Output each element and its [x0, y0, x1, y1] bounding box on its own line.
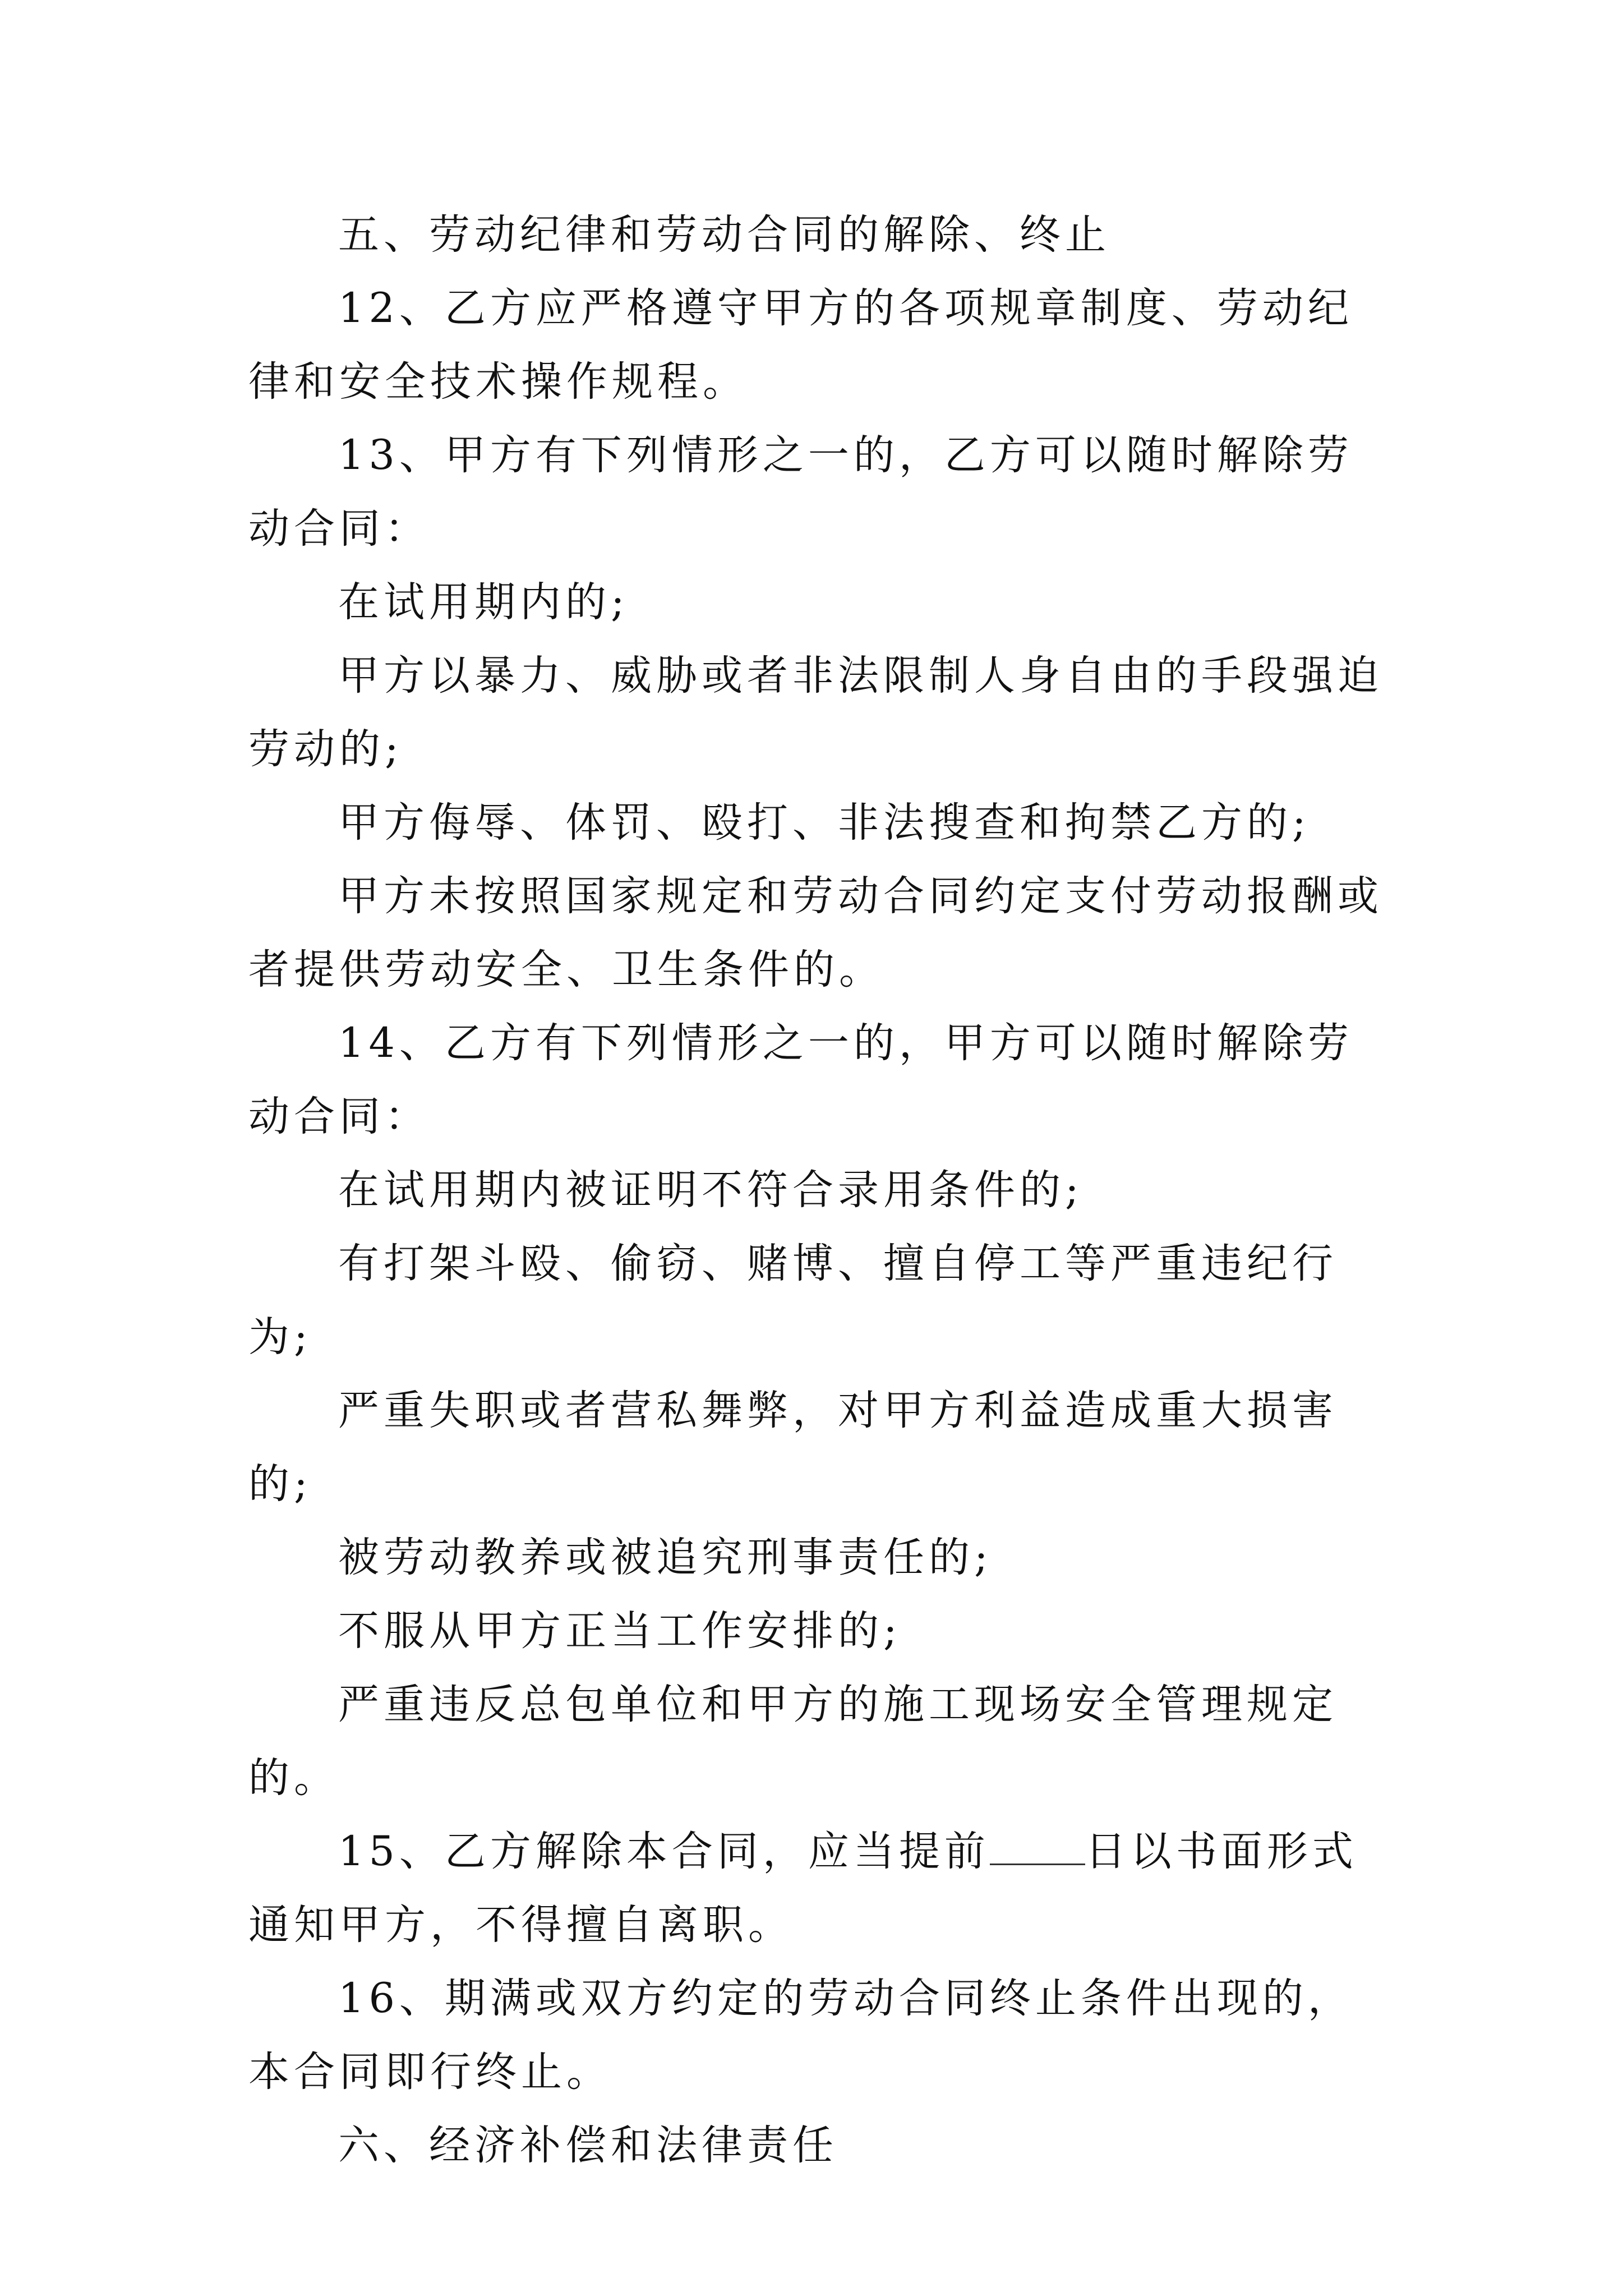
- clause-13-item-2: 甲方以暴力、威胁或者非法限制人身自由的手段强迫劳动的;: [248, 652, 1383, 773]
- clause-15: [248, 1815, 1387, 1962]
- clause-13-item-4: 甲方未按照国家规定和劳动合同约定支付劳动报酬或者提供劳动安全、卫生条件的。: [248, 872, 1383, 993]
- fill-in-blank: [990, 1826, 1085, 1865]
- clause-14-item-6: 严重违反总包单位和甲方的施工现场安全管理规定的。: [248, 1681, 1338, 1802]
- clause-12: 12、乙方应严格遵守甲方的各项规章制度、劳动纪律和安全技术操作规程。: [248, 284, 1353, 406]
- clause-13-item-3: 甲方侮辱、体罚、殴打、非法搜查和拘禁乙方的;: [338, 799, 1311, 846]
- clause-15-text-before: 15、乙方解除本合同，应当提前: [338, 1828, 990, 1875]
- clause-14-item-1: 在试用期内被证明不符合录用条件的;: [338, 1166, 1083, 1214]
- clause-14: 14、乙方有下列情形之一的，甲方可以随时解除劳动合同：: [248, 1019, 1353, 1140]
- section-heading-6: 六、经济补偿和法律责任: [338, 2122, 838, 2169]
- clause-13: 13、甲方有下列情形之一的，乙方可以随时解除劳动合同：: [248, 431, 1353, 553]
- clause-14-item-3: 严重失职或者营私舞弊，对甲方利益造成重大损害的;: [248, 1387, 1338, 1508]
- clause-16: 16、期满或双方约定的劳动合同终止条件出现的，本合同即行终止。: [248, 1975, 1353, 2096]
- section-heading-5: 五、劳动纪律和劳动合同的解除、终止: [338, 211, 1110, 259]
- clause-15-text-after: 日以书面形式通知甲方，不得擅自离职。: [248, 1828, 1358, 1949]
- clause-13-item-1: 在试用期内的;: [338, 578, 629, 626]
- document-body: [248, 198, 1387, 2182]
- clause-14-item-5: 不服从甲方正当工作安排的;: [338, 1607, 902, 1655]
- clause-14-item-2: 有打架斗殴、偷窃、赌博、擅自停工等严重违纪行为;: [248, 1240, 1338, 1361]
- clause-14-item-4: 被劳动教养或被追究刑事责任的;: [338, 1534, 993, 1581]
